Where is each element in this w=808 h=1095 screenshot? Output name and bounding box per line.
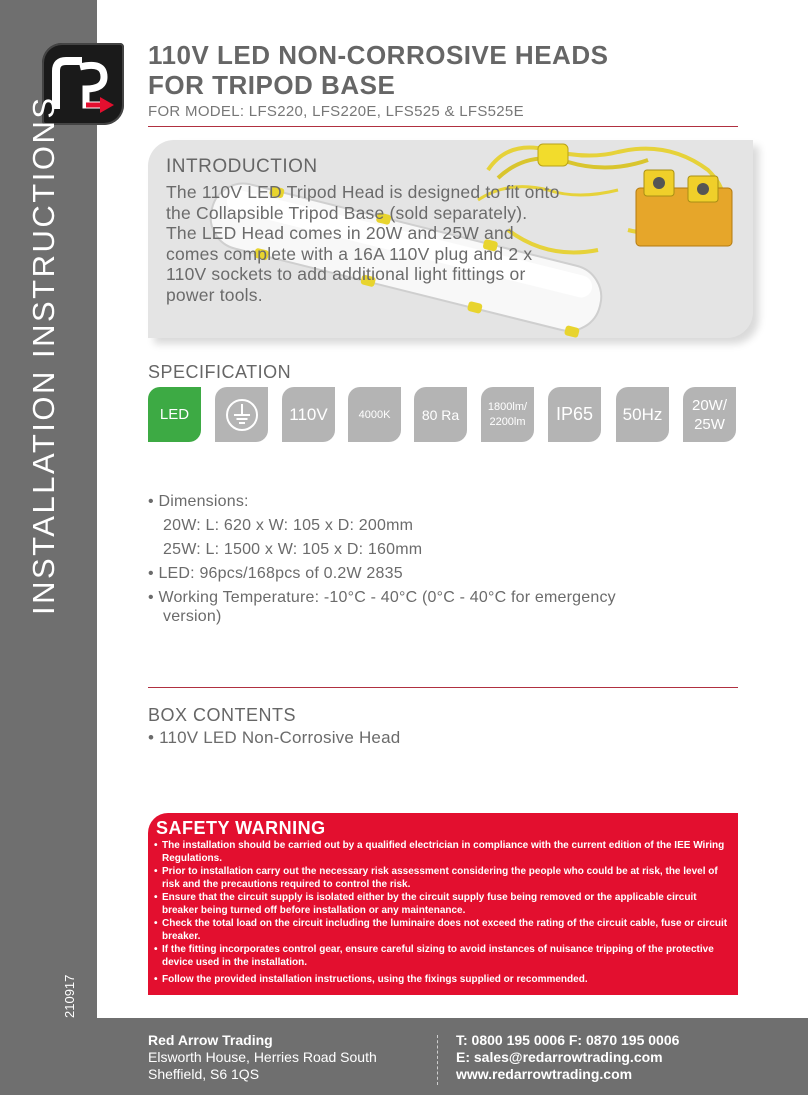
title-line-2: FOR TRIPOD BASE [148, 70, 396, 100]
working-temperature-continued: version) [163, 608, 222, 625]
dimensions-label: • Dimensions: [148, 493, 249, 510]
footer-divider [437, 1035, 438, 1085]
box-contents-list [148, 726, 400, 750]
safety-item: • Prior to installation carry out the necessary risk assessment considering the people who could be at risk, the level of risk and the precautions required to control the risk. [154, 865, 732, 891]
led-spec: • LED: 96pcs/168pcs of 0.2W 2835 [148, 565, 403, 582]
spec-tile-line-2: 2200lm [489, 415, 526, 428]
spec-tile-line-1: 20W/ [691, 396, 727, 414]
spec-tile-frequency [616, 387, 669, 442]
earth-ground-icon [224, 397, 260, 433]
vertical-document-title: INSTALLATION INSTRUCTIONS [26, 95, 61, 615]
footer-address [148, 1032, 377, 1083]
spec-tile-lumens [481, 387, 534, 442]
company-name: Red Arrow Trading [148, 1032, 273, 1048]
dimensions-20w: 20W: L: 620 x W: 105 x D: 200mm [163, 517, 414, 534]
safety-item: • The installation should be carried out by a qualified electrician in compliance with the current edition of the IEE Wiring Regulations. [154, 839, 732, 865]
title-line-1: 110V LED NON-CORROSIVE HEADS [148, 40, 609, 70]
safety-item: • Check the total load on the circuit including the luminaire does not exceed the rating of the circuit cable, fuse or circuit breaker. [154, 917, 732, 943]
spec-tile-led [148, 387, 201, 442]
footer-background [0, 1018, 808, 1095]
document-code: 210917 [62, 974, 77, 1018]
safety-item: • Follow the provided installation instructions, using the fixings supplied or recommended. [154, 973, 732, 986]
safety-warning-heading: SAFETY WARNING [156, 818, 326, 838]
phone-fax: T: 0800 195 0006 F: 0870 195 0006 [456, 1032, 680, 1048]
spec-tile-line-2: 25W [694, 415, 725, 433]
safety-item: • Ensure that the circuit supply is isolated either by the circuit supply fuse being removed or the applicable circuit breaker being turned off before installation or any maintenance. [154, 891, 732, 917]
spec-tile-colour-temp [348, 387, 401, 442]
spec-tile-wattage [683, 387, 736, 442]
dimensions-25w: 25W: L: 1500 x W: 105 x D: 160mm [163, 541, 423, 558]
page-title [148, 40, 608, 100]
spec-tile-label: 80 Ra [421, 406, 460, 423]
safety-warning-list [154, 839, 732, 986]
introduction-panel [148, 140, 753, 338]
working-temperature: • Working Temperature: -10°C - 40°C (0°C - 40°C for emergency [148, 589, 616, 606]
safety-warning-panel [148, 813, 738, 995]
spec-tile-earth [215, 387, 268, 442]
spec-tile-voltage [282, 387, 335, 442]
website-link[interactable]: www.redarrowtrading.com [456, 1066, 633, 1082]
specification-heading: SPECIFICATION [148, 362, 292, 382]
safety-item: • If the fitting incorporates control gear, ensure careful sizing to avoid instances of nuisance tripping of the protective device used in the installation. [154, 943, 732, 969]
spec-tile-line-1: 1800lm/ [487, 400, 528, 413]
header-divider [148, 126, 738, 127]
box-contents-heading: BOX CONTENTS [148, 705, 297, 725]
box-contents-item: • 110V LED Non-Corrosive Head [148, 728, 401, 747]
address-line-2: Sheffield, S6 1QS [148, 1066, 260, 1082]
spec-tile-label: 50Hz [622, 404, 663, 424]
address-line-1: Elsworth House, Herries Road South [148, 1049, 377, 1065]
spec-tile-label: LED [159, 406, 190, 423]
spec-tile-label: 4000K [358, 408, 391, 421]
introduction-heading: INTRODUCTION [166, 156, 318, 177]
model-subtitle: FOR MODEL: LFS220, LFS220E, LFS525 & LFS525E [148, 103, 524, 120]
specification-details [148, 490, 616, 626]
spec-tile-label: 110V [289, 404, 328, 424]
footer-contact [456, 1032, 679, 1083]
spec-tile-ip-rating [548, 387, 601, 442]
box-contents-divider [148, 687, 738, 688]
introduction-text: The 110V LED Tripod Head is designed to fit onto the Collapsible Tripod Base (sold separately). The LED Head comes in 20W and 25W and comes complete with a 16A 110V plug and 2 x 110V sockets to add additional light fittings or power tools. [166, 182, 560, 305]
spec-tile-label: IP65 [555, 404, 594, 424]
spec-tile-cri [414, 387, 467, 442]
email-link[interactable]: E: sales@redarrowtrading.com [456, 1049, 663, 1065]
